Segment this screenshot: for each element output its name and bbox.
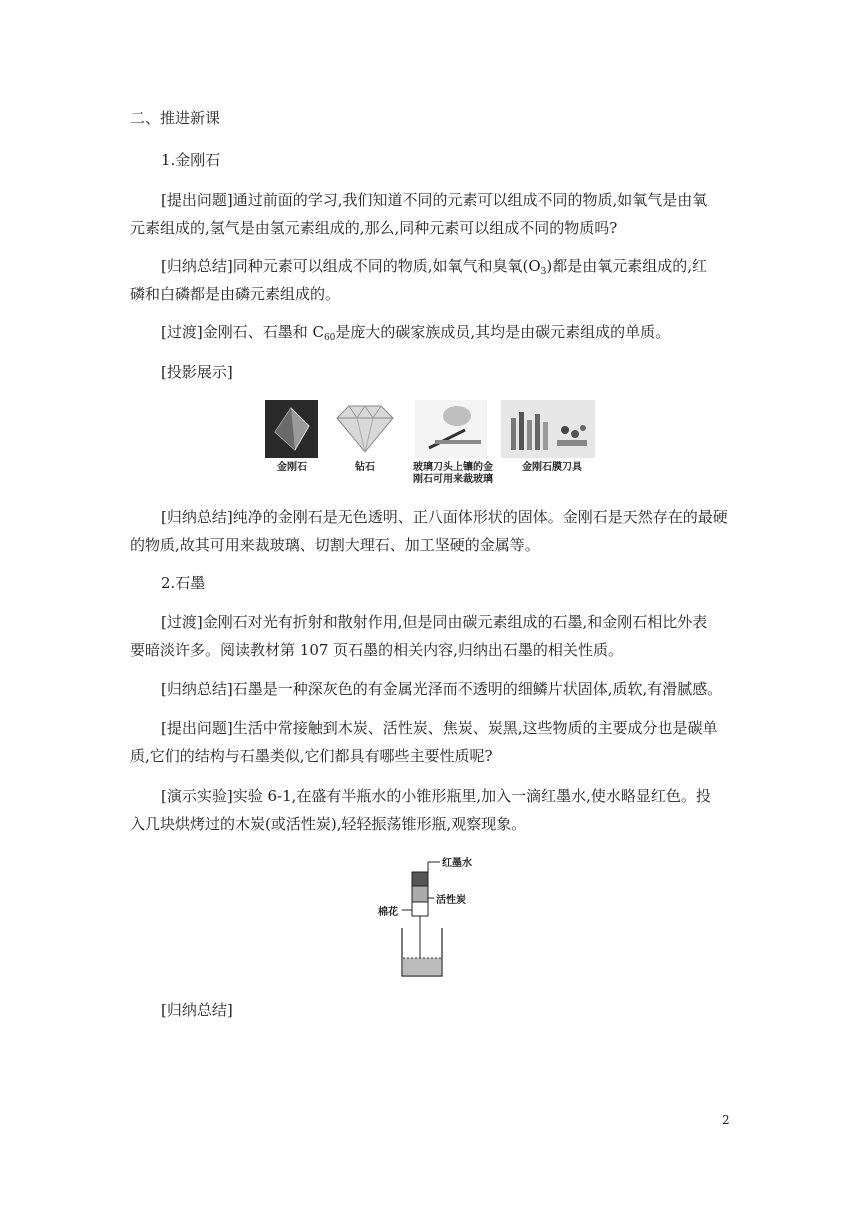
ink-layer xyxy=(412,872,428,886)
figure-caption: 金刚石 xyxy=(277,462,307,473)
subscript: 60 xyxy=(323,333,336,343)
text-run: [归纳总结]同种元素可以组成不同的物质,如氧气和臭氧(O xyxy=(161,257,541,275)
paragraph-line: [提出问题]通过前面的学习,我们知道不同的元素可以组成不同的物质,如氧气是由氧 xyxy=(161,191,708,209)
paragraph-line: 入几块烘烤过的木炭(或活性炭),轻轻振荡锥形瓶,观察现象。 xyxy=(130,815,527,833)
paragraph-line: [过渡]金刚石对光有折射和散射作用,但是同由碳元素组成的石墨,和金刚石相比外表 xyxy=(161,613,708,631)
glass-cutter-image xyxy=(415,400,487,458)
subscript: 3 xyxy=(540,267,547,277)
paragraph-line xyxy=(161,256,707,282)
subsection-diamond: 1.金刚石 xyxy=(161,151,221,169)
paragraph-line: [提出问题]生活中常接触到木炭、活性炭、焦炭、炭黑,这些物质的主要成分也是碳单 xyxy=(161,719,718,737)
carbon-layer xyxy=(412,886,428,902)
figure-caption: 金刚石膜刀具 xyxy=(522,462,582,473)
paragraph-line: 磷和白磷都是由磷元素组成的。 xyxy=(130,285,341,303)
diamond-film-tools-image xyxy=(501,400,595,458)
diamond-crystal-image xyxy=(265,400,318,458)
paragraph-line: [归纳总结]纯净的金刚石是无色透明、正八面体形状的固体。金刚石是天然存在的最硬 xyxy=(161,508,728,526)
subsection-graphite: 2.石墨 xyxy=(161,574,206,592)
section-heading: 二、推进新课 xyxy=(130,109,221,127)
paragraph-line: [演示实验]实验 6-1,在盛有半瓶水的小锥形瓶里,加入一滴红墨水,使水略显红色。投 xyxy=(161,787,711,805)
text-run: 是庞大的碳家族成员,其均是由碳元素组成的单质。 xyxy=(335,323,671,341)
paragraph-line: [投影展示] xyxy=(161,363,233,381)
label-red-ink: 红墨水 xyxy=(442,858,472,869)
paragraph-line: [归纳总结] xyxy=(161,1001,233,1019)
text-run: [过渡]金刚石、石墨和 C xyxy=(161,323,324,341)
paragraph-line: 元素组成的,氢气是由氢元素组成的,那么,同种元素可以组成不同的物质吗? xyxy=(130,219,618,237)
paragraph-line: [归纳总结]石墨是一种深灰色的有金属光泽而不透明的细鳞片状固体,质软,有滑腻感。 xyxy=(161,680,723,698)
paragraph-line xyxy=(161,322,670,348)
label-cotton: 棉花 xyxy=(378,907,398,918)
text-run: )都是由氧元素组成的,红 xyxy=(546,257,707,275)
label-activated-carbon: 活性炭 xyxy=(436,895,466,906)
figure-caption: 钻石 xyxy=(355,462,375,473)
beaker-water xyxy=(403,958,441,975)
paragraph-line: 要暗淡许多。阅读教材第 107 页石墨的相关内容,归纳出石墨的相关性质。 xyxy=(130,641,623,659)
figure-caption: 玻璃刀头上镶的金 xyxy=(413,462,493,473)
paragraph-line: 的物质,故其可用来裁玻璃、切割大理石、加工坚硬的金属等。 xyxy=(130,536,540,554)
figure-caption: 刚石可用来裁玻璃 xyxy=(413,474,493,485)
page-number: 2 xyxy=(722,1113,730,1127)
paragraph-line: 质,它们的结构与石墨类似,它们都具有哪些主要性质呢? xyxy=(130,747,493,765)
gemstone-image xyxy=(331,400,399,458)
projection-figures xyxy=(265,400,595,460)
cotton-layer xyxy=(412,902,428,916)
